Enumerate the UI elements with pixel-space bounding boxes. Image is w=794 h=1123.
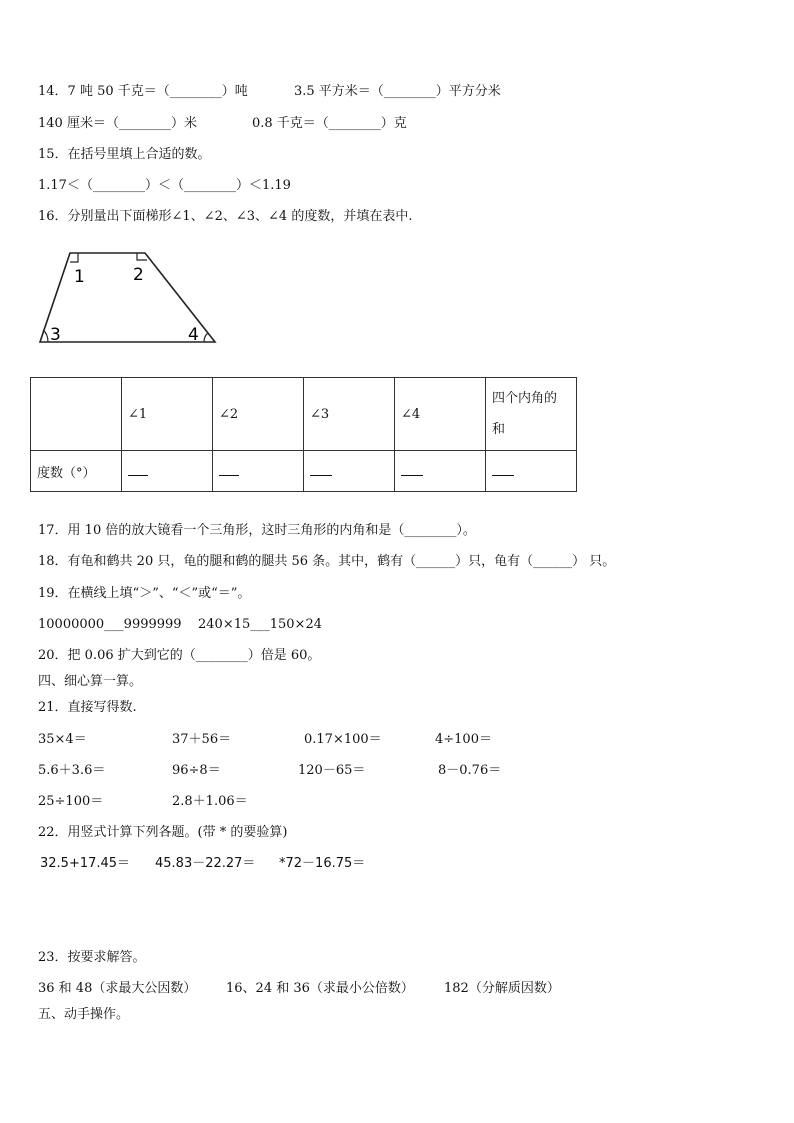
answer-blank xyxy=(310,463,332,476)
q14-part-d: 0.8 千克＝（________）克 xyxy=(252,116,407,131)
q22-item: 32.5+17.45＝ xyxy=(40,856,131,871)
q23-item: 16、24 和 36（求最小公倍数） xyxy=(226,981,414,996)
q14-part-b: 3.5 平方米＝（________）平方分米 xyxy=(294,84,501,99)
table-header-angle-1: ∠1 xyxy=(122,378,213,451)
answer-blank xyxy=(219,463,239,476)
q14-part-c: 140 厘米＝（________）米 xyxy=(38,116,197,131)
table-header-empty xyxy=(31,378,122,451)
angle-4-label: 4 xyxy=(188,325,199,345)
answer-angle-3[interactable] xyxy=(304,451,395,492)
answer-blank xyxy=(492,463,514,476)
q22-item: *72－16.75＝ xyxy=(279,856,366,871)
q19-compare-a: 10000000___9999999 xyxy=(38,617,182,632)
q19-compare-b: 240×15___150×24 xyxy=(198,617,322,632)
angle-1-mark xyxy=(70,253,78,262)
angle-1-label: 1 xyxy=(74,267,85,287)
table-header-angle-2: ∠2 xyxy=(213,378,304,451)
q21-item: 5.6＋3.6＝ xyxy=(38,763,106,778)
q15-title: 15．在括号里填上合适的数。 xyxy=(38,147,211,162)
q18-text: 18．有龟和鹤共 20 只，龟的腿和鹤的腿共 56 条。其中，鹤有（______）只，龟有（______） 只。 xyxy=(38,554,616,569)
q17-text: 17．用 10 倍的放大镜看一个三角形，这时三角形的内角和是（________）。 xyxy=(38,523,476,538)
q16-title: 16．分别量出下面梯形∠1、∠2、∠3、∠4 的度数，并填在表中. xyxy=(38,209,413,224)
section-5-heading: 五、动手操作。 xyxy=(38,1007,130,1022)
answer-angle-4[interactable] xyxy=(395,451,486,492)
q22-title: 22．用竖式计算下列各题。(带 * 的要验算) xyxy=(38,825,288,840)
answer-angle-1[interactable] xyxy=(122,451,213,492)
answer-angle-sum[interactable] xyxy=(486,451,577,492)
q21-title: 21．直接写得数. xyxy=(38,700,137,715)
table-header-row xyxy=(31,378,577,451)
angle-table xyxy=(30,377,577,492)
q21-item: 0.17×100＝ xyxy=(304,732,382,747)
table-header-sum-line2: 和 xyxy=(492,422,506,437)
answer-blank xyxy=(401,463,423,476)
q21-item: 2.8＋1.06＝ xyxy=(172,794,248,809)
q15-expression: 1.17＜（________）＜（________）＜1.19 xyxy=(38,178,291,193)
answer-angle-2[interactable] xyxy=(213,451,304,492)
table-header-angle-3: ∠3 xyxy=(304,378,395,451)
q21-item: 25÷100＝ xyxy=(38,794,104,809)
q21-item: 120－65＝ xyxy=(298,763,366,778)
q14-part-a: 14．7 吨 50 千克＝（________）吨 xyxy=(38,84,248,99)
table-header-sum-line1: 四个内角的 xyxy=(492,391,558,406)
q23-item: 182（分解质因数） xyxy=(444,981,560,996)
table-row-label: 度数（°） xyxy=(31,451,122,492)
q23-item: 36 和 48（求最大公因数） xyxy=(38,981,197,996)
q21-item: 35×4＝ xyxy=(38,732,87,747)
section-4-heading: 四、细心算一算。 xyxy=(38,674,143,689)
answer-blank xyxy=(128,463,148,476)
trapezoid-figure xyxy=(34,246,224,346)
q20-text: 20．把 0.06 扩大到它的（________）倍是 60。 xyxy=(38,648,321,663)
angle-4-mark xyxy=(204,333,208,342)
angle-3-label: 3 xyxy=(50,325,61,345)
q21-item: 8－0.76＝ xyxy=(438,763,502,778)
table-header-angle-4: ∠4 xyxy=(395,378,486,451)
angle-2-label: 2 xyxy=(133,265,144,285)
q19-title: 19．在横线上填“＞”、“＜”或“＝”。 xyxy=(38,586,251,601)
q21-item: 37＋56＝ xyxy=(172,732,232,747)
q23-title: 23．按要求解答。 xyxy=(38,950,146,965)
table-row xyxy=(31,451,577,492)
q22-item: 45.83－22.27＝ xyxy=(155,856,256,871)
q21-item: 4÷100＝ xyxy=(435,732,492,747)
q21-item: 96÷8＝ xyxy=(172,763,221,778)
table-header-sum xyxy=(486,378,577,451)
